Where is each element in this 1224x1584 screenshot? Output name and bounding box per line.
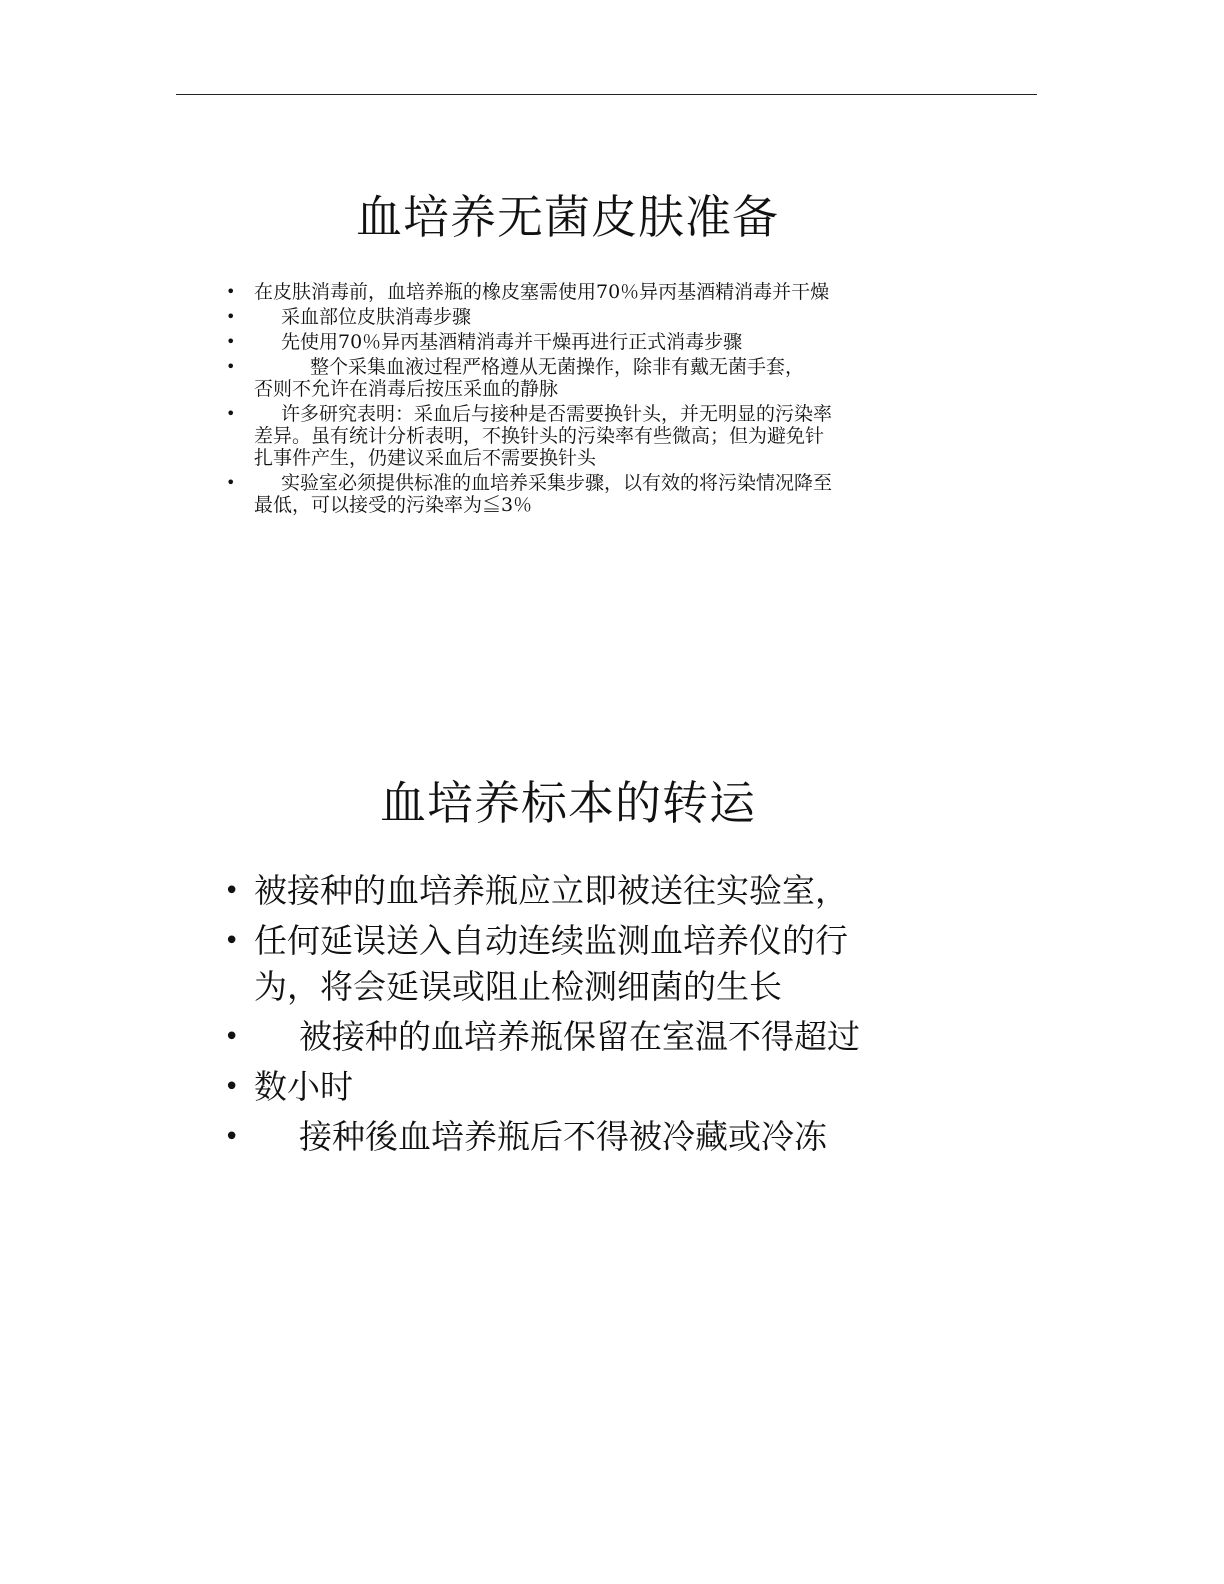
list-item [224,1014,934,1060]
list-item [226,356,918,400]
bullet-icon: • [226,282,236,301]
bullet-icon: • [226,473,236,492]
list-item [226,403,918,469]
bullet-icon: • [226,332,236,351]
list-item-text: 被接种的血培养瓶保留在室温不得超过 [299,1017,860,1056]
list-item-text: 实验室必须提供标准的血培养采集步骤，以有效的将污染情况降至 [281,472,833,494]
list-item [226,281,918,303]
section-1-bullet-list [226,281,918,519]
section-2-title: 血培养标本的转运 [380,776,756,830]
list-item-text: 最低，可以接受的污染率为≦3％ [254,494,533,516]
bullet-icon: • [226,357,236,376]
list-item [224,1114,934,1160]
bullet-icon: • [224,926,240,956]
list-item-text: 为，将会延误或阻止检测细菌的生长 [254,967,782,1006]
list-item [226,472,918,516]
bullet-icon: • [224,1022,240,1052]
list-item-text: 在皮肤消毒前，血培养瓶的橡皮塞需使用70％异丙基酒精消毒并干燥 [254,281,830,303]
list-item [224,868,934,914]
bullet-icon: • [224,876,240,906]
list-item-text: 被接种的血培养瓶应立即被送往实验室， [254,871,848,910]
list-item-text: 扎事件产生，仍建议采血后不需要换针头 [254,447,597,469]
list-item-text: 许多研究表明：采血后与接种是否需要换针头，并无明显的污染率 [281,403,833,425]
list-item-text: 否则不允许在消毒后按压采血的静脉 [254,378,559,400]
list-item-text: 整个采集血液过程严格遵从无菌操作，除非有戴无菌手套， [310,356,805,378]
section-2-bullet-list [224,868,934,1164]
list-item-text: 采血部位皮肤消毒步骤 [281,306,472,328]
list-item-text: 接种後血培养瓶后不得被冷藏或冷冻 [299,1117,827,1156]
header-rule [176,94,1037,95]
list-item-text: 差异。虽有统计分析表明，不换针头的污染率有些微高；但为避免针 [254,425,825,447]
list-item [224,1064,934,1110]
bullet-icon: • [226,404,236,423]
list-item [224,918,934,1010]
bullet-icon: • [226,307,236,326]
section-1-title: 血培养无菌皮肤准备 [356,190,779,244]
list-item [226,306,918,328]
list-item [226,331,918,353]
bullet-icon: • [224,1122,240,1152]
list-item-text: 数小时 [254,1067,353,1106]
list-item-text: 任何延误送入自动连续监测血培养仪的行 [254,921,848,960]
list-item-text: 先使用70％异丙基酒精消毒并干燥再进行正式消毒步骤 [281,331,743,353]
bullet-icon: • [224,1072,240,1102]
